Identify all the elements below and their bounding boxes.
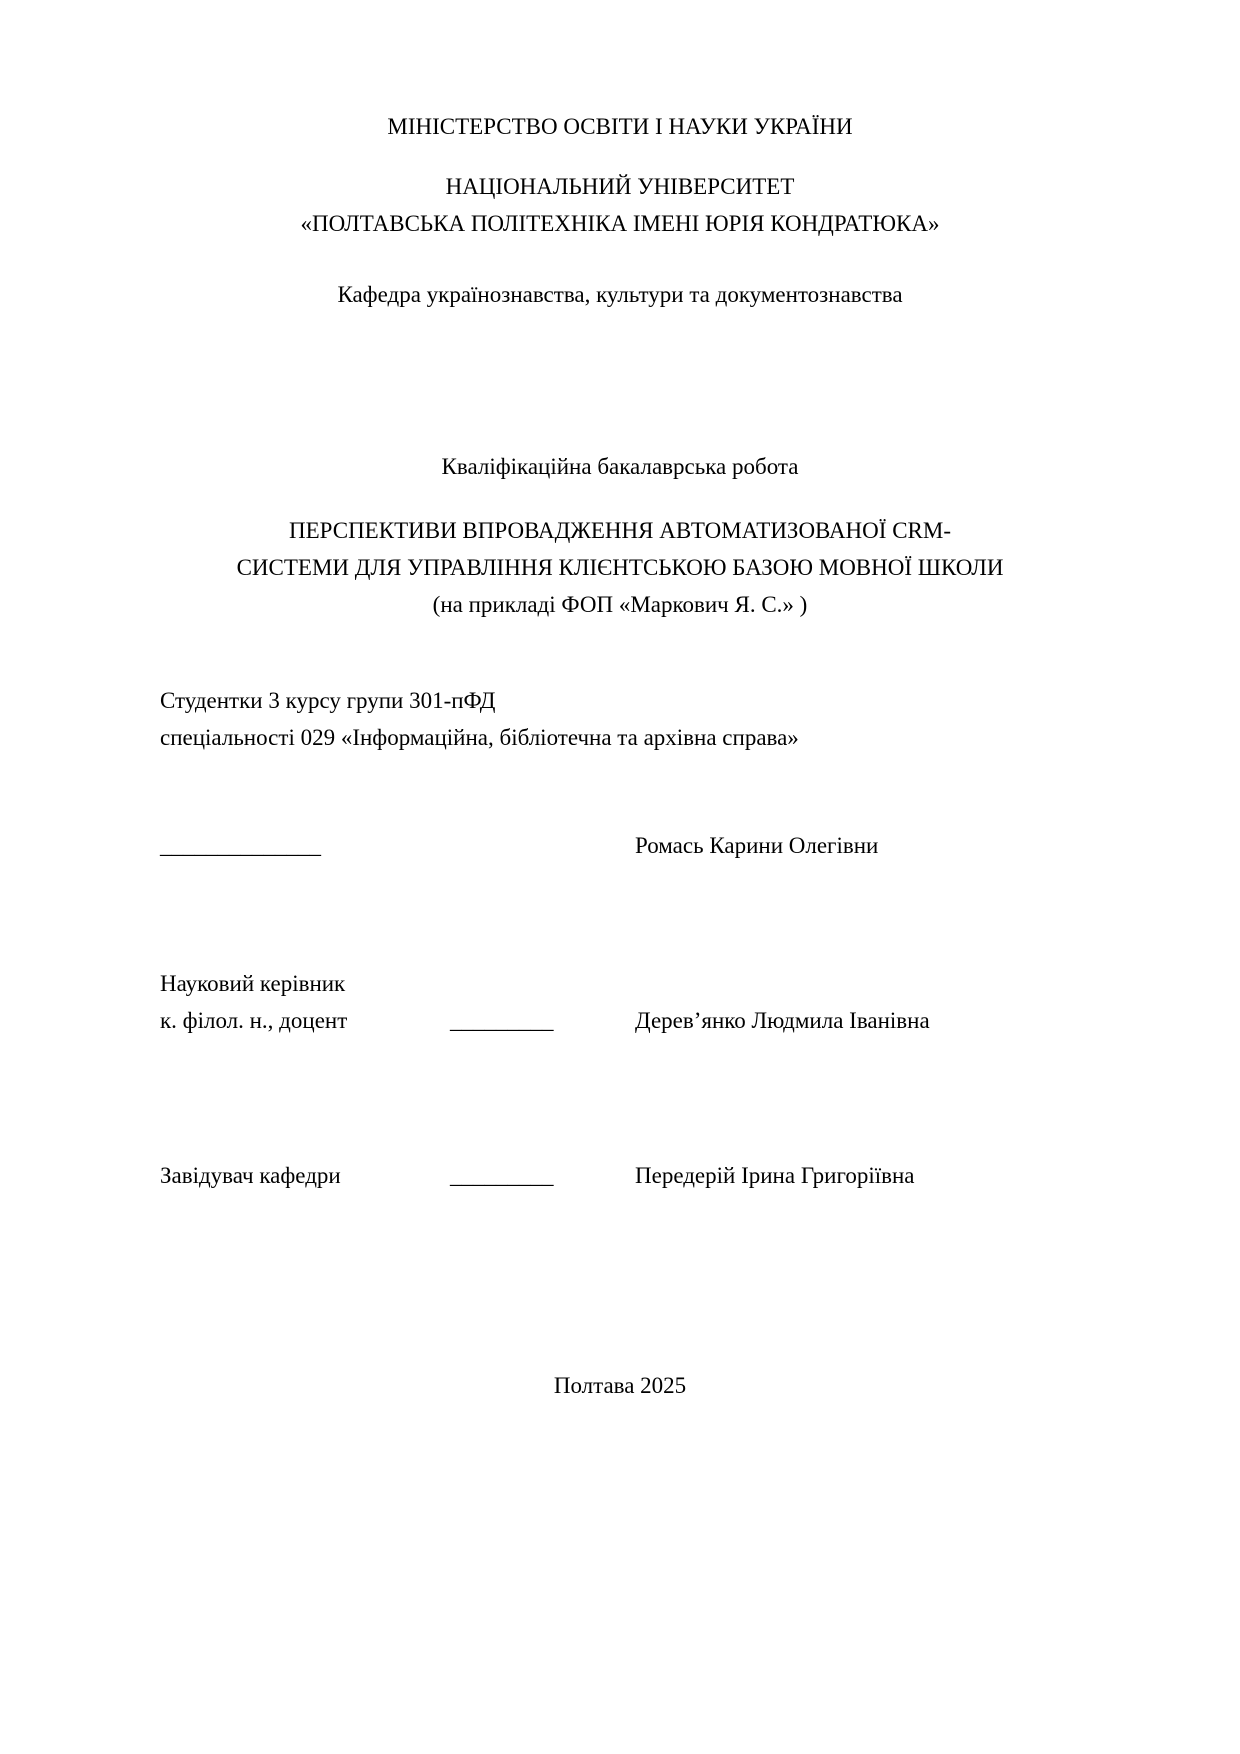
department-name: Кафедра українознавства, культури та документознавства [337,282,903,307]
student-course-line: Студентки 3 курсу групи 301-пФД [160,688,496,713]
thesis-title-line2: СИСТЕМИ ДЛЯ УПРАВЛІННЯ КЛІЄНТСЬКОЮ БАЗОЮ МОВНОЇ ШКОЛИ [236,555,1004,580]
department-head-name: Передерій Ірина Григоріївна [635,1163,915,1188]
supervisor-signature-row [160,1002,1080,1039]
department-head-signature-line: _________ [450,1163,554,1188]
student-name: Ромась Карини Олегівни [635,833,879,858]
supervisor-signature-line: _________ [450,1008,554,1033]
university-name-line2: «ПОЛТАВСЬКА ПОЛІТЕХНІКА ІМЕНІ ЮРІЯ КОНДРАТЮКА» [300,211,940,236]
student-speciality-line: спеціальності 029 «Інформаційна, бібліотечна та архівна справа» [160,725,799,750]
thesis-title-line3: (на прикладі ФОП «Маркович Я. С.» ) [432,592,808,617]
department-head-label: Завідувач кафедри [160,1163,341,1188]
student-signature-row [160,827,1080,864]
university-name-line1: НАЦІОНАЛЬНИЙ УНІВЕРСИТЕТ [445,174,795,199]
supervisor-degree-label: к. філол. н., доцент [160,1008,348,1033]
work-type-label: Кваліфікаційна бакалаврська робота [441,454,799,479]
city-year: Полтава 2025 [553,1373,687,1398]
thesis-title-line1: ПЕРСПЕКТИВИ ВПРОВАДЖЕННЯ АВТОМАТИЗОВАНОЇ CRM- [289,518,951,543]
supervisor-name: Дерев’янко Людмила Іванівна [635,1008,930,1033]
supervisor-block [160,965,1080,1039]
university-block [160,168,1080,242]
department-head-row [160,1157,1080,1194]
student-signature-line: ______________ [160,833,321,858]
thesis-title [160,512,1080,623]
supervisor-role-label: Науковий керівник [160,971,346,996]
ministry-heading: МІНІСТЕРСТВО ОСВІТИ І НАУКИ УКРАЇНИ [387,114,853,139]
student-info [160,682,1080,756]
